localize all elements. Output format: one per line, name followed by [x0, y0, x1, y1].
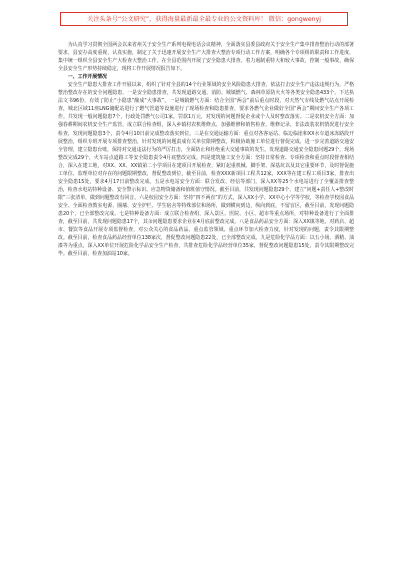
- intro-paragraph: 为认真学习贯彻全国两会以来省州关于安全生产系列电视电话会议精神，全面落实县委县政府关于安全生产集中排查整治行动的部署要求，县安办高度重视，认真实施，制定了关于迅速开展安全生产大排查大整治专项行动工作方案，明确各个专项组的职责和工作进度，集中统一组织全县安全生产大检查大整治工作。在全县范围内开展了安全隐患大排查，着力遏制重特大和较大事故，控制一般事故，确保全县安全生产形势持续稳定，现将工作开展情况报告如下。: [58, 42, 354, 73]
- promo-banner[interactable]: 关注头条号“公文研究”，获得海量最新最全最专业的公文资料库！ 微信：gongwenyj: [60, 12, 348, 26]
- document-body: [58, 41, 354, 258]
- section-heading: 一、工作开展情况: [67, 74, 107, 81]
- section-body: 安全生产隐患大排查工作开展以来，组织了针对全县的14个行业领域的安全风险隐患大排查，依法打击安全生产违法违规行为，严格整治整改存在的安全问题隐患，一是安全隐患排查，共发现道路交通、消防、城镇燃气、森林草原防火火等各类安全隐患433个，下达执法文书96份，有效了防止“小隐患”酿成“大事故”。一是城镇燃气方面：结合全国“两会”前后重点时段，对天然气专线及燃气站点开展检查，城北区域11座LNG储配站进行了燃气管道等设施进行了现场检查和隐患排查，要求各燃气企业做好全国“两会”期间安全生产各项工作。共发现一般问题隐患7个，行政处罚燃气公司1家，罚款1万元，对发现的问题督促企业或个人及时整改落实。二是农机安全方面：加强春耕期间农机安全生产监管，成立联合检查组，深入乡镇村农机维修点、加强维修和销售检查，维修记录，非法改装农机情况进行安全检查，发现问题隐患3个，责令4月10日前完成整改落实到位。三是在交通运输方面：重点对各客运站、临边临崖和XX水车道冰冻路段开展整治，组织专班开展专项排查整治，针对发现的问题责成有关单位限期整改，积极协助施工单位进行督促完成，进一步完善道路交通安全管理，建立隐患台账，保持对交通违法行为的严厉打击，全面防止和杜绝重大交通事故的发生。发现道路交通安全隐患问题29个，现场整改完成29个，火车站点道路工等安全隐患责令4月底整改完成。四是建筑施工安全方面：坚持日常检查、专项检查和重点时段督查相结合，深入在建工地，对XX、XX、XX镇第二小学项目在建项目开展检查，紧盯起重机械、脚手架、深基坑以及其它重要环节，及时督促施工单位、监理单位对存在的问题限期整改，督促整改到位，截至目前，检查XXX新项目工程共12家，XXX等在建工程工项目3家，排查出安全隐患15处，要求4月17日前整改完成。五是水电站安全方面：联合发改、经信等部门，深入XX等25个水电站进行了全覆盖排查整治，检查水电站特种设备、安全警示标识、应急物资储备和值班值守情况。截至目前，共发现问题隐患29个，建立“问题+责任人+整改时限”三张清单，做到问题整改有回音。六是校园安全方面：坚持“四不两直”的方式，深入XX小学、XX中心小学等学校，等检查学校园食品安全、全面检查教室电源、圈墙、安全护栏、学生宿舍等特殊部位和场所，做到横向到边，纵向到底，不留盲区，截至目前，发现问题隐患20个，已全部整改完成。七是特种设备方面：成立联合检查组，深入景区、医院、小区、超市等重点场所，对特种设备进行了全面排查，截至目前，共发现问题隐患17个，其余问题隐患要求企业在4月底前整改完成。八是食品药品安全方面：深入XX镇等地，对药店、超市、餐饮等食品开展专项监督检查，对公众关心的食品药品、重点监管领域、重点环节加大检查力度，针对发现的问题，责令其限期整改。截至目前，检查食品药品经营单位138家次，督促整改问题隐患22处，已全部整改完成。九是危险化学品方面：以五小场、酒精、油漆等为重点，深入XX单位开展危险化学品安全生产检查，共排查危险化学品经营单位35家，督促整改问题隐患15处，责令其限期整改完毕。截至目前，检查加油站10家。: [58, 82, 354, 258]
